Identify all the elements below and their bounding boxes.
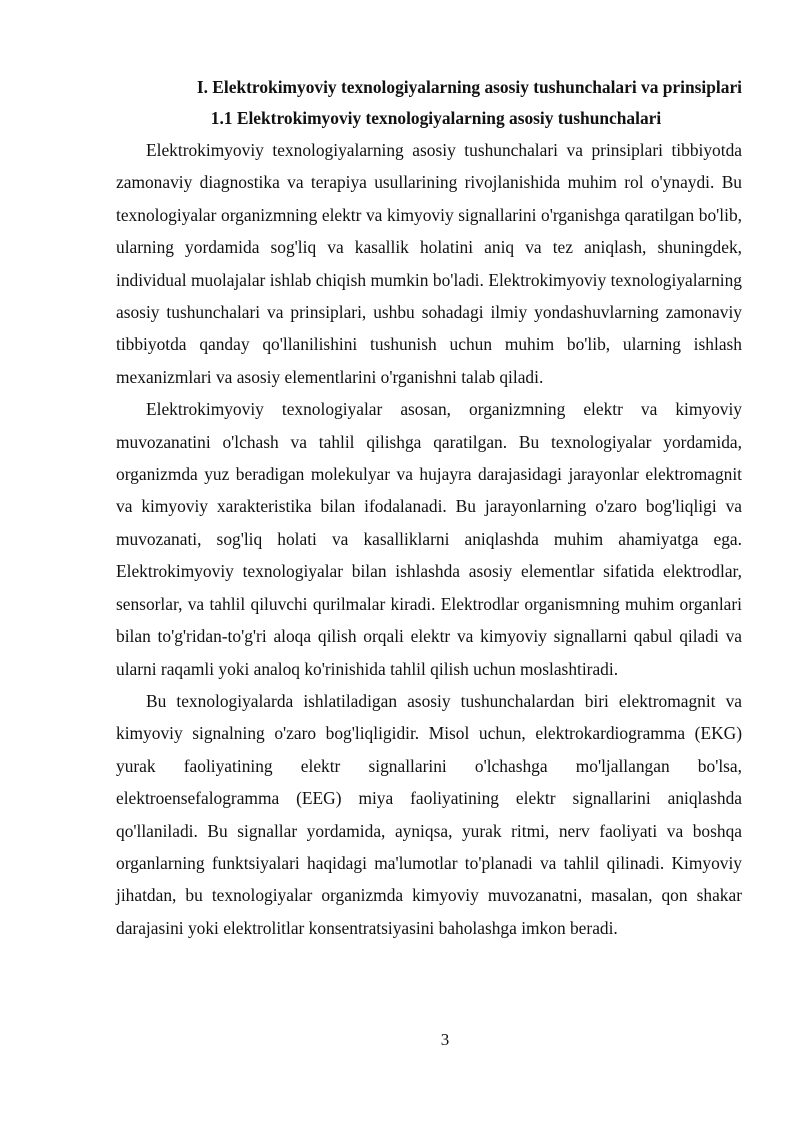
paragraph-2: Elektrokimyoviy texnologiyalar asosan, organizmning elektr va kimyoviy muvozanatini o'lchash va tahlil qilishga qaratilgan. Bu texnologiyalar yordamida, organizmda yuz beradigan molekulyar va hujayra darajasidagi jarayonlar elektromagnit va kimyoviy xarakteristika bilan ifodalanadi. Bu jarayonlarning o'zaro bog'liqligi va muvozanati, sog'liq holati va kasalliklarni aniqlashda muhim ahamiyatga ega. Elektrokimyoviy texnologiyalar bilan ishlashda asosiy elementlar sifatida elektrodlar, sensorlar, va tahlil qiluvchi qurilmalar kiradi. Elektrodlar organismning muhim organlari bilan to'g'ridan-to'g'ri aloqa qilish orqali elektr va kimyoviy signallarni qabul qiladi va ularni raqamli yoki analoq ko'rinishida tahlil qilish uchun moslashtiradi. — [116, 399, 742, 679]
section-heading: I. Elektrokimyoviy texnologiyalarning asosiy tushunchalari va prinsiplari — [196, 77, 742, 97]
paragraph-1: Elektrokimyoviy texnologiyalarning asosiy tushunchalari va prinsiplari tibbiyotda zamonaviy diagnostika va terapiya usullarining rivojlanishida muhim rol o'ynaydi. Bu texnologiyalar organizmning elektr va kimyoviy signallarini o'rganishga qaratilgan bo'lib, ularning yordamida sog'liq va kasallik holatini aniq va tez aniqlash, shuningdek, individual muolajalar ishlab chiqish mumkin bo'ladi. Elektrokimyoviy texnologiyalarning asosiy tushunchalari va prinsiplari, ushbu sohadagi ilmiy yondashuvlarning zamonaviy tibbiyotda qanday qo'llanilishini tushunish uchun muhim bo'lib, ularning ishlash mexanizmlari va asosiy elementlarini o'rganishni talab qiladi. — [116, 140, 742, 387]
subsection-heading: 1.1 Elektrokimyoviy texnologiyalarning asosiy tushunchalari — [210, 108, 662, 128]
page-number: 3 — [440, 1030, 450, 1049]
paragraph-3: Bu texnologiyalarda ishlatiladigan asosiy tushunchalardan biri elektromagnit va kimyoviy signalning o'zaro bog'liqligidir. Misol uchun, elektrokardiogramma (EKG) yurak faoliyatining elektr signallarini o'lchashga mo'ljallangan bo'lsa, elektroensefalogramma (EEG) miya faoliyatining elektr signallarini aniqlashda qo'llaniladi. Bu signallar yordamida, ayniqsa, yurak ritmi, nerv faoliyati va boshqa organlarning funktsiyalari haqidagi ma'lumotlar to'planadi va tahlil qilinadi. Kimyoviy jihatdan, bu texnologiyalar organizmda kimyoviy muvozanatni, masalan, qon shakar darajasini yoki elektrolitlar konsentratsiyasini baholashga imkon beradi. — [116, 690, 742, 938]
document-page — [116, 72, 742, 944]
